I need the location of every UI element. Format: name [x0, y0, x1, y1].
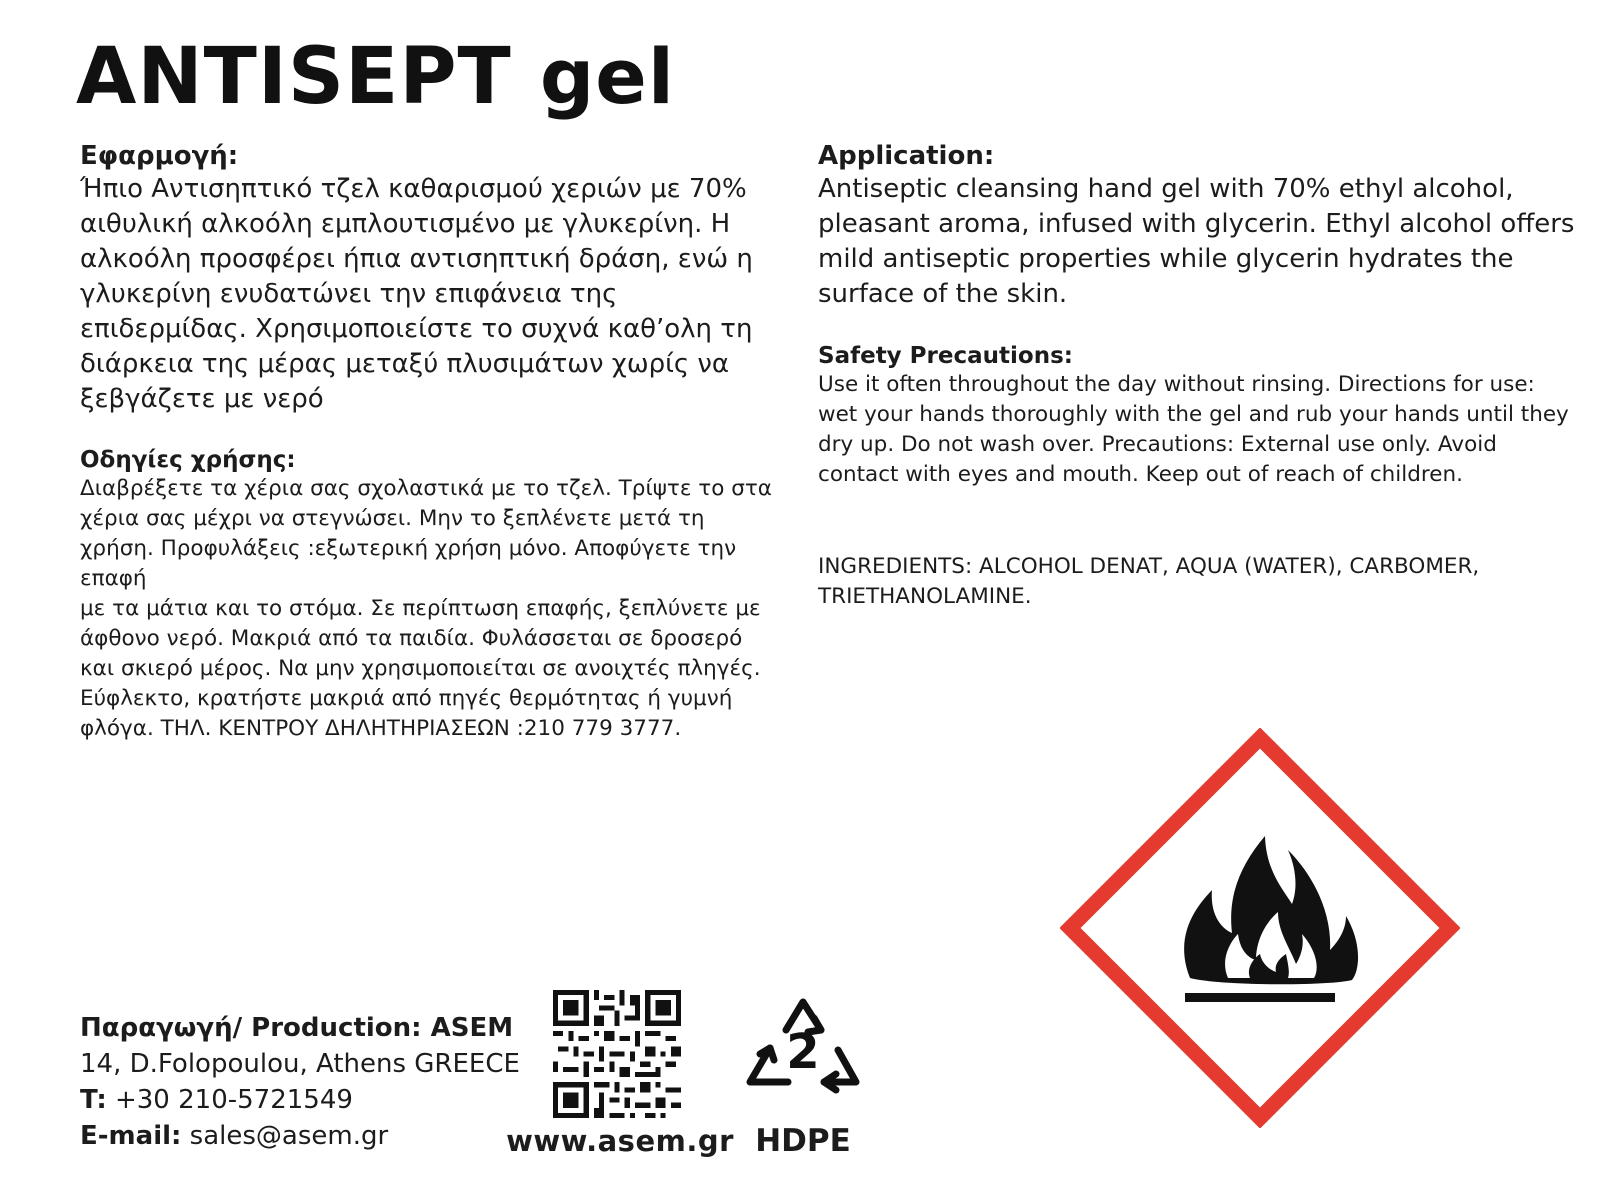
- english-application-section: [818, 140, 1578, 312]
- email-label: E-mail:: [80, 1121, 182, 1151]
- qr-code-icon: [553, 990, 681, 1118]
- product-name-main: ANTISEPT: [76, 32, 512, 122]
- producer-label: Παραγωγή/ Production: ASEM: [80, 1013, 514, 1043]
- flammable-hazard-icon: [1060, 728, 1460, 1128]
- greek-application-section: [80, 140, 770, 417]
- producer-info: [80, 1010, 550, 1154]
- producer-phone-line: [80, 1082, 550, 1118]
- greek-usage-heading: Οδηγίες χρήσης:: [80, 447, 296, 473]
- english-application-heading: Application:: [818, 141, 995, 171]
- ingredients-text: INGREDIENTS: ALCOHOL DENAT, AQUA (WATER), CARBOMER, TRIETHANOLAMINE.: [818, 554, 1480, 609]
- product-name-sub: gel: [539, 32, 675, 121]
- phone-value: +30 210-5721549: [106, 1085, 353, 1115]
- greek-application-text: Ήπιο Αντισηπτικό τζελ καθαρισμού χεριών με 70% αιθυλική αλκοόλη εμπλουτισμένο με γλυκερίνη. Η αλκοόλη προσφέρει ήπια αντισηπτική δράση, ενώ η γλυκερίνη ενυδατώνει την επιφάνεια της επιδερμίδας. Χρησιμοποιείστε το συχνά καθ’ολη τη διάρκεια της μέρας μεταξύ πλυσιμάτων χωρίς να ξεβγάζετε με νερό: [80, 174, 753, 414]
- phone-label: T:: [80, 1085, 107, 1115]
- recycle-number: 2: [786, 1024, 820, 1080]
- producer-email-line: [80, 1118, 550, 1154]
- english-safety-heading: Safety Precautions:: [818, 343, 1073, 369]
- english-safety-text: Use it often throughout the day without rinsing. Directions for use: wet your hands thoroughly with the gel and rub your hands until they dry up. Do not wash over. Precautions: External use only. Avoid contact with eyes and mouth. Keep out of reach of children.: [818, 372, 1569, 487]
- greek-application-heading: Εφαρμογή:: [80, 141, 239, 171]
- ingredients-section: [818, 552, 1518, 612]
- product-title: [76, 32, 675, 122]
- recycle-icon: [728, 980, 878, 1130]
- flame-base-line: [1185, 993, 1335, 1002]
- website-link[interactable]: www.asem.gr: [506, 1124, 734, 1158]
- resin-code: HDPE: [755, 1123, 851, 1159]
- greek-usage-text: Διαβρέξετε τα χέρια σας σχολαστικά με το τζελ. Τρίψτε το στα χέρια σας μέχρι να στεγνώσει. Μην το ξεπλένετε μετά τη χρήση. Προφυλάξεις :εξωτερική χρήση μόνο. Αποφύγετε την επαφή: [80, 476, 772, 591]
- english-application-text: Antiseptic cleansing hand gel with 70% ethyl alcohol, pleasant aroma, infused with glycerin. Ethyl alcohol offers mild antiseptic properties while glycerin hydrates the surface of the skin.: [818, 174, 1575, 309]
- producer-address: 14, D.Folopoulou, Athens GREECE: [80, 1049, 520, 1079]
- english-safety-section: [818, 342, 1578, 490]
- greek-usage-section: [80, 446, 780, 744]
- email-value: sales@asem.gr: [181, 1121, 389, 1151]
- greek-usage-text-continued: με τα μάτια και το στόμα. Σε περίπτωση επαφής, ξεπλύνετε με άφθονο νερό. Μακριά από τα παιδία. Φυλάσσεται σε δροσερό και σκιερό μέρος. Να μην χρησιμοποιείται σε ανοιχτές πληγές. Εύφλεκτο, κρατήστε μακριά από πηγές θερμότητας ή γυμνή φλόγα. ΤΗΛ. ΚΕΝΤΡΟΥ ΔΗΛΗΤΗΡΙΑΣΕΩΝ :210 779 3777.: [80, 596, 761, 741]
